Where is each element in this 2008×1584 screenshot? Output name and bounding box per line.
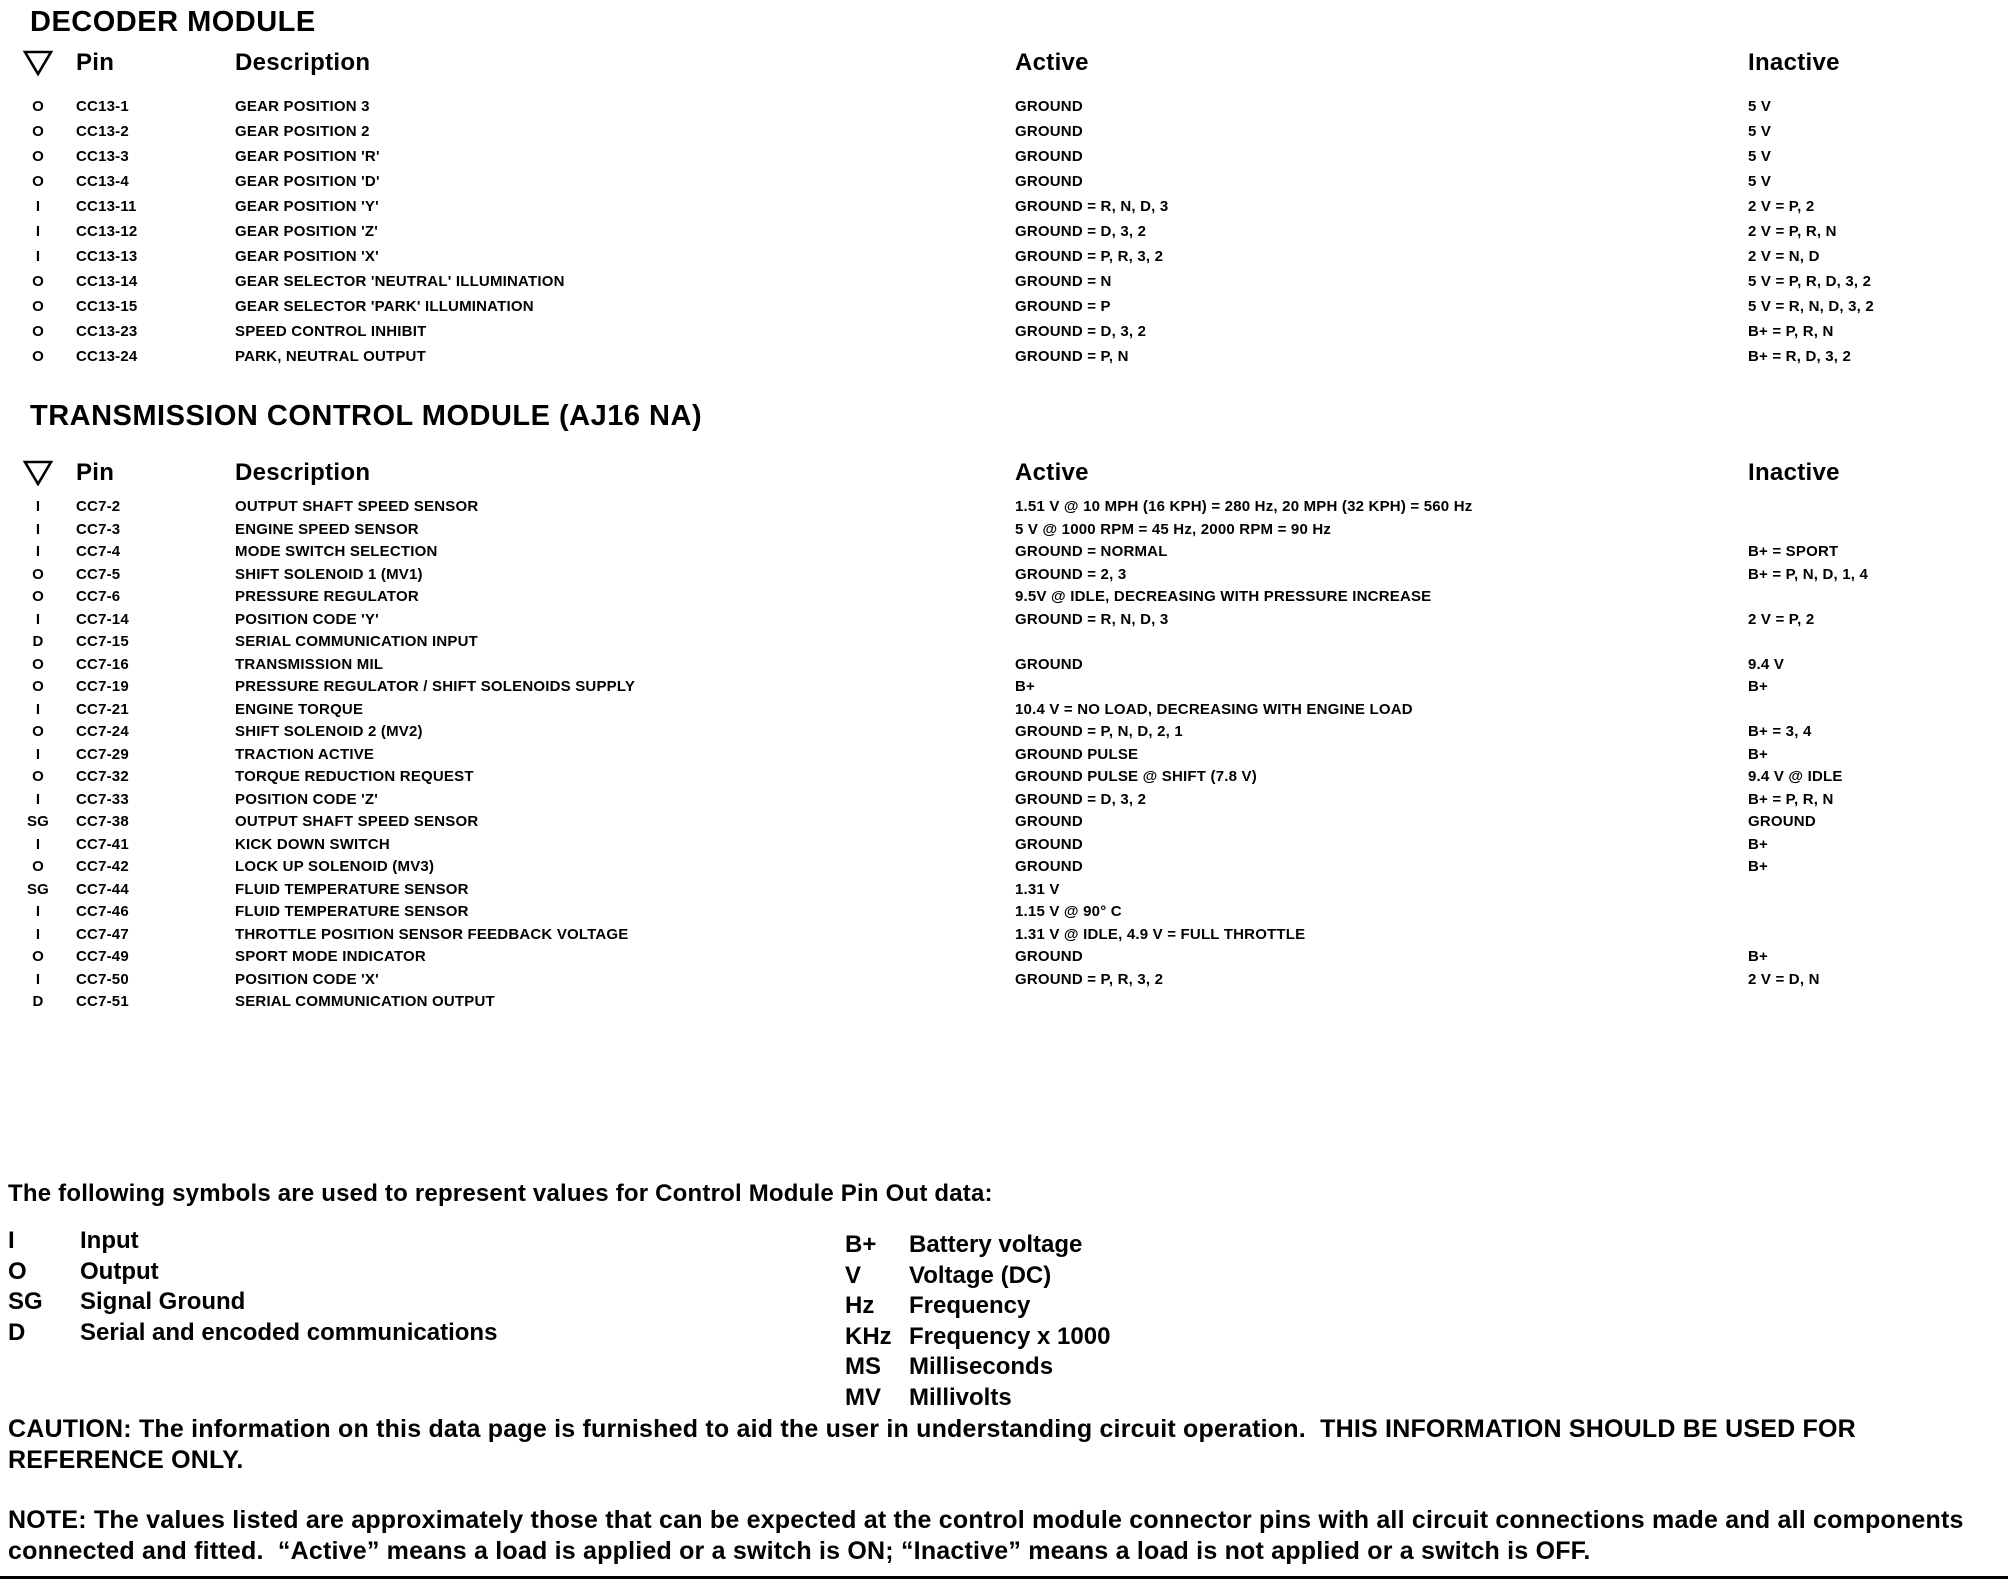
cell-inactive: B+ = P, R, N — [1748, 323, 1834, 340]
cell-description: MODE SWITCH SELECTION — [235, 543, 438, 560]
cell-active: GROUND — [1015, 858, 1083, 875]
legend-label: Voltage (DC) — [909, 1261, 1052, 1289]
table-row — [0, 519, 2008, 542]
cell-active: GROUND = P — [1015, 298, 1111, 315]
cell-active: GROUND — [1015, 813, 1083, 830]
cell-pin: CC7-41 — [76, 835, 129, 853]
cell-io-type: O — [32, 858, 44, 875]
cell-pin: CC7-24 — [76, 723, 129, 740]
cell-pin: CC7-49 — [76, 948, 129, 965]
column-header-pin: Pin — [76, 49, 115, 76]
cell-description: THROTTLE POSITION SENSOR FEEDBACK VOLTAGE — [235, 925, 629, 943]
cell-description: POSITION CODE 'X' — [235, 970, 379, 988]
cell-io-type: O — [32, 678, 44, 695]
cell-active: B+ — [1015, 678, 1035, 695]
legend-io-list — [8, 1226, 497, 1348]
cell-inactive: B+ — [1748, 745, 1768, 763]
cell-inactive: 5 V = P, R, D, 3, 2 — [1748, 273, 1872, 290]
legend-symbol: O — [8, 1257, 27, 1285]
cell-inactive: 2 V = D, N — [1748, 970, 1820, 988]
cell-io-type: I — [35, 223, 41, 240]
table-row — [0, 609, 2008, 632]
cell-active: GROUND = P, R, 3, 2 — [1015, 248, 1164, 265]
legend-symbol: SG — [8, 1288, 43, 1315]
table-row — [0, 924, 2008, 947]
cell-inactive: B+ — [1748, 835, 1768, 853]
cell-io-type: D — [32, 993, 44, 1010]
cell-io-type: O — [32, 148, 44, 165]
table-row — [0, 294, 2008, 319]
cell-pin: CC7-2 — [76, 498, 121, 515]
legend-item — [8, 1257, 497, 1288]
table-row — [0, 991, 2008, 1014]
cell-pin: CC7-46 — [76, 903, 129, 920]
cell-io-type: O — [32, 298, 44, 315]
cell-io-type: D — [32, 633, 44, 650]
table-row — [0, 654, 2008, 677]
cell-active: GROUND = P, R, 3, 2 — [1015, 970, 1164, 988]
cell-io-type: O — [32, 655, 44, 673]
decoder-table-header — [0, 46, 2008, 80]
cell-active: 5 V @ 1000 RPM = 45 Hz, 2000 RPM = 90 Hz — [1015, 520, 1332, 538]
cell-active: 1.15 V @ 90° C — [1015, 903, 1122, 920]
cell-active: GROUND = 2, 3 — [1015, 565, 1127, 583]
cell-inactive: 9.4 V — [1748, 655, 1785, 673]
inverted-triangle-icon — [22, 459, 54, 487]
cell-inactive: 5 V — [1748, 173, 1772, 190]
inverted-triangle-icon — [22, 49, 54, 77]
cell-pin: CC13-24 — [76, 348, 138, 365]
cell-active: GROUND = D, 3, 2 — [1015, 223, 1147, 240]
cell-description: GEAR POSITION 'R' — [235, 148, 380, 165]
cell-active: GROUND PULSE @ SHIFT (7.8 V) — [1015, 768, 1257, 785]
legend-units-list — [845, 1230, 1110, 1413]
cell-inactive — [1748, 586, 2008, 609]
cell-pin: CC7-21 — [76, 700, 129, 718]
cell-pin: CC7-3 — [76, 520, 121, 538]
cell-description: SERIAL COMMUNICATION OUTPUT — [235, 993, 495, 1010]
cell-io-type: O — [32, 173, 44, 190]
cell-inactive: B+ = 3, 4 — [1748, 723, 1812, 740]
cell-description: OUTPUT SHAFT SPEED SENSOR — [235, 498, 479, 515]
column-header-active: Active — [1015, 459, 1089, 486]
table-row — [0, 119, 2008, 144]
cell-pin: CC13-23 — [76, 323, 138, 340]
legend-label: Serial and encoded communications — [80, 1318, 498, 1346]
tcm-title: TRANSMISSION CONTROL MODULE (AJ16 NA) — [30, 400, 703, 432]
table-row — [0, 811, 2008, 834]
legend-label: Millivolts — [909, 1383, 1012, 1411]
cell-inactive: B+ = P, N, D, 1, 4 — [1748, 565, 1869, 583]
cell-inactive: B+ — [1748, 858, 1768, 875]
cell-active: GROUND — [1015, 123, 1083, 140]
legend-symbol: MV — [845, 1383, 881, 1411]
legend-item — [8, 1226, 497, 1257]
cell-description: GEAR POSITION 3 — [235, 98, 370, 115]
table-row — [0, 219, 2008, 244]
cell-description: SHIFT SOLENOID 1 (MV1) — [235, 565, 423, 583]
note-text: NOTE: The values listed are approximately those that can be expected at the control module connector pins with all circuit connections made and all components connected and fitted. “Active” means a load is applied or a switch is ON; “Inactive” means a load is not applied or a switch is OFF. — [8, 1506, 1971, 1565]
cell-io-type: O — [32, 588, 44, 605]
legend-item — [845, 1352, 1110, 1383]
legend-label: Signal Ground — [80, 1288, 246, 1315]
cell-io-type: I — [35, 970, 41, 988]
legend-label: Frequency x 1000 — [909, 1322, 1111, 1350]
table-row — [0, 789, 2008, 812]
cell-inactive: 5 V — [1748, 148, 1772, 165]
decoder-table — [0, 94, 2008, 369]
legend-label: Milliseconds — [909, 1353, 1054, 1380]
cell-pin: CC7-32 — [76, 768, 129, 785]
cell-pin: CC7-47 — [76, 925, 129, 943]
cell-description: ENGINE SPEED SENSOR — [235, 520, 419, 538]
cell-io-type: I — [35, 498, 41, 515]
legend-symbol: V — [845, 1261, 862, 1289]
cell-io-type: I — [35, 248, 41, 265]
cell-inactive — [1748, 699, 2008, 722]
io-column-header — [0, 456, 76, 490]
cell-pin: CC13-14 — [76, 273, 138, 290]
cell-io-type: I — [35, 700, 41, 718]
cell-pin: CC7-44 — [76, 880, 129, 898]
cell-description: ENGINE TORQUE — [235, 700, 364, 718]
cell-pin: CC7-51 — [76, 993, 129, 1010]
legend-item — [845, 1383, 1110, 1414]
table-row — [0, 699, 2008, 722]
cell-inactive — [1748, 901, 2008, 924]
cell-description: GEAR POSITION 2 — [235, 123, 370, 140]
cell-pin: CC13-13 — [76, 248, 138, 265]
cell-pin: CC13-3 — [76, 148, 129, 165]
cell-inactive: B+ = SPORT — [1748, 543, 1839, 560]
caution-text: CAUTION: The information on this data page is furnished to aid the user in understanding circuit operation. THIS INFORMATION SHOULD BE USED FOR REFERENCE ONLY. — [8, 1415, 1864, 1474]
cell-description: PRESSURE REGULATOR — [235, 588, 419, 605]
cell-pin: CC13-12 — [76, 223, 138, 240]
cell-inactive — [1748, 924, 2008, 947]
cell-description: SERIAL COMMUNICATION INPUT — [235, 633, 478, 650]
cell-description: PARK, NEUTRAL OUTPUT — [235, 348, 426, 365]
table-row — [0, 269, 2008, 294]
legend-symbol: D — [8, 1318, 26, 1346]
cell-description: OUTPUT SHAFT SPEED SENSOR — [235, 813, 479, 830]
table-row — [0, 744, 2008, 767]
cell-description: SPEED CONTROL INHIBIT — [235, 323, 427, 340]
cell-io-type: O — [32, 948, 44, 965]
cell-pin: CC13-11 — [76, 198, 137, 215]
legend-symbol: MS — [845, 1353, 881, 1380]
table-row — [0, 144, 2008, 169]
cell-io-type: I — [35, 610, 41, 628]
table-row — [0, 721, 2008, 744]
cell-description: TRACTION ACTIVE — [235, 745, 375, 763]
cell-active: 1.51 V @ 10 MPH (16 KPH) = 280 Hz, 20 MPH (32 KPH) = 560 Hz — [1015, 498, 1473, 515]
cell-active: 10.4 V = NO LOAD, DECREASING WITH ENGINE LOAD — [1015, 700, 1413, 718]
table-row — [0, 541, 2008, 564]
cell-pin: CC7-33 — [76, 790, 129, 808]
tcm-table — [0, 496, 2008, 1014]
table-row — [0, 856, 2008, 879]
cell-pin: CC7-5 — [76, 565, 121, 583]
cell-active: 9.5V @ IDLE, DECREASING WITH PRESSURE INCREASE — [1015, 588, 1432, 605]
cell-active: GROUND = R, N, D, 3 — [1015, 610, 1169, 628]
cell-inactive: 2 V = P, 2 — [1748, 198, 1815, 215]
cell-description: TORQUE REDUCTION REQUEST — [235, 768, 474, 785]
cell-io-type: O — [32, 273, 44, 290]
column-header-inactive: Inactive — [1748, 459, 1840, 486]
cell-active: GROUND — [1015, 148, 1083, 165]
cell-pin: CC7-6 — [76, 588, 121, 605]
table-row — [0, 901, 2008, 924]
legend-item — [845, 1322, 1110, 1353]
decoder-module-title: DECODER MODULE — [30, 6, 316, 38]
tcm-table-header — [0, 456, 2008, 490]
cell-inactive: B+ — [1748, 948, 1768, 965]
cell-io-type: I — [35, 745, 41, 763]
cell-io-type: O — [32, 98, 44, 115]
table-row — [0, 564, 2008, 587]
cell-pin: CC13-1 — [76, 98, 129, 115]
cell-pin: CC7-38 — [76, 813, 129, 830]
cell-io-type: SG — [26, 813, 50, 830]
table-row — [0, 94, 2008, 119]
cell-pin: CC7-42 — [76, 858, 129, 875]
cell-io-type: O — [32, 348, 44, 365]
cell-io-type: O — [32, 723, 44, 740]
cell-active: GROUND — [1015, 835, 1083, 853]
cell-description: SPORT MODE INDICATOR — [235, 948, 426, 965]
cell-description: POSITION CODE 'Y' — [235, 610, 379, 628]
cell-inactive: 9.4 V @ IDLE — [1748, 768, 1843, 785]
cell-active: GROUND = D, 3, 2 — [1015, 323, 1147, 340]
cell-description: GEAR POSITION 'Y' — [235, 198, 379, 215]
cell-active — [1015, 631, 1748, 654]
cell-description: PRESSURE REGULATOR / SHIFT SOLENOIDS SUPPLY — [235, 678, 636, 695]
cell-pin: CC7-19 — [76, 678, 129, 695]
cell-active: 1.31 V — [1015, 880, 1060, 898]
cell-io-type: I — [35, 520, 41, 538]
table-row — [0, 766, 2008, 789]
cell-description: KICK DOWN SWITCH — [235, 835, 390, 853]
legend-symbol: KHz — [845, 1322, 892, 1350]
cell-inactive: B+ = P, R, N — [1748, 790, 1834, 808]
cell-description: GEAR SELECTOR 'PARK' ILLUMINATION — [235, 298, 534, 315]
cell-active: GROUND = P, N, D, 2, 1 — [1015, 723, 1183, 740]
cell-active — [1015, 991, 1748, 1014]
cell-pin: CC13-15 — [76, 298, 138, 315]
cell-pin: CC7-15 — [76, 633, 129, 650]
cell-active: GROUND — [1015, 655, 1083, 673]
table-row — [0, 496, 2008, 519]
cell-io-type: I — [35, 790, 41, 808]
cell-io-type: O — [32, 123, 44, 140]
column-header-pin: Pin — [76, 459, 115, 486]
cell-inactive: GROUND — [1748, 813, 1816, 830]
legend-label: Input — [80, 1227, 139, 1254]
legend-item — [845, 1230, 1110, 1261]
cell-description: GEAR POSITION 'Z' — [235, 223, 379, 240]
legend-label: Frequency — [909, 1292, 1031, 1319]
cell-inactive: 5 V — [1748, 98, 1772, 115]
cell-description: SHIFT SOLENOID 2 (MV2) — [235, 723, 423, 740]
legend-label: Battery voltage — [909, 1231, 1083, 1258]
cell-description: POSITION CODE 'Z' — [235, 790, 379, 808]
cell-pin: CC7-4 — [76, 543, 121, 560]
cell-io-type: I — [35, 903, 41, 920]
io-column-header — [0, 46, 76, 80]
cell-active: GROUND = NORMAL — [1015, 543, 1168, 560]
cell-description: TRANSMISSION MIL — [235, 655, 384, 673]
legend-item — [8, 1287, 497, 1318]
legend-intro-text: The following symbols are used to represent values for Control Module Pin Out data: — [8, 1180, 993, 1207]
cell-active: GROUND — [1015, 948, 1083, 965]
cell-io-type: O — [32, 323, 44, 340]
table-row — [0, 946, 2008, 969]
cell-inactive: 2 V = N, D — [1748, 248, 1820, 265]
cell-pin: CC13-4 — [76, 173, 129, 190]
cell-active: GROUND = N — [1015, 273, 1112, 290]
cell-description: LOCK UP SOLENOID (MV3) — [235, 858, 435, 875]
cell-inactive — [1748, 631, 2008, 654]
cell-active: GROUND — [1015, 98, 1083, 115]
bottom-divider-rule — [0, 1576, 2008, 1579]
cell-inactive: 5 V = R, N, D, 3, 2 — [1748, 298, 1874, 315]
table-row — [0, 319, 2008, 344]
column-header-active: Active — [1015, 49, 1089, 76]
cell-inactive: B+ — [1748, 678, 1768, 695]
cell-description: GEAR SELECTOR 'NEUTRAL' ILLUMINATION — [235, 273, 565, 290]
cell-io-type: I — [35, 925, 41, 943]
cell-pin: CC13-2 — [76, 123, 129, 140]
column-header-description: Description — [235, 49, 371, 76]
cell-active: GROUND = P, N — [1015, 348, 1129, 365]
cell-io-type: I — [35, 198, 41, 215]
cell-active: 1.31 V @ IDLE, 4.9 V = FULL THROTTLE — [1015, 925, 1306, 943]
cell-pin: CC7-29 — [76, 745, 129, 763]
cell-active: GROUND = D, 3, 2 — [1015, 790, 1147, 808]
legend-item — [845, 1261, 1110, 1292]
legend-item — [8, 1318, 497, 1349]
cell-inactive — [1748, 496, 2008, 519]
table-row — [0, 676, 2008, 699]
cell-description: GEAR POSITION 'D' — [235, 173, 380, 190]
cell-active: GROUND PULSE — [1015, 745, 1139, 763]
cell-pin: CC7-50 — [76, 970, 129, 988]
cell-io-type: O — [32, 768, 44, 785]
table-row — [0, 879, 2008, 902]
cell-active: GROUND = R, N, D, 3 — [1015, 198, 1169, 215]
table-row — [0, 586, 2008, 609]
cell-io-type: O — [32, 565, 44, 583]
legend-symbol: I — [8, 1227, 15, 1254]
table-row — [0, 244, 2008, 269]
cell-active: GROUND — [1015, 173, 1083, 190]
column-header-description: Description — [235, 459, 371, 486]
cell-inactive: 2 V = P, 2 — [1748, 610, 1815, 628]
cell-pin: CC7-14 — [76, 610, 129, 628]
cell-inactive: 5 V — [1748, 123, 1772, 140]
cell-inactive: B+ = R, D, 3, 2 — [1748, 348, 1852, 365]
cell-inactive: 2 V = P, R, N — [1748, 223, 1837, 240]
cell-io-type: I — [35, 543, 41, 560]
cell-description: FLUID TEMPERATURE SENSOR — [235, 903, 469, 920]
cell-io-type: I — [35, 835, 41, 853]
table-row — [0, 834, 2008, 857]
cell-inactive — [1748, 879, 2008, 902]
legend-symbol: Hz — [845, 1292, 875, 1319]
legend-item — [845, 1291, 1110, 1322]
legend-label: Output — [80, 1257, 159, 1285]
table-row — [0, 344, 2008, 369]
cell-pin: CC7-16 — [76, 655, 129, 673]
cell-description: GEAR POSITION 'X' — [235, 248, 379, 265]
cell-description: FLUID TEMPERATURE SENSOR — [235, 880, 469, 898]
cell-inactive — [1748, 991, 2008, 1014]
table-row — [0, 194, 2008, 219]
table-row — [0, 969, 2008, 992]
column-header-inactive: Inactive — [1748, 49, 1840, 76]
cell-io-type: SG — [26, 880, 50, 898]
legend-symbol: B+ — [845, 1231, 877, 1258]
cell-inactive — [1748, 519, 2008, 542]
table-row — [0, 631, 2008, 654]
table-row — [0, 169, 2008, 194]
